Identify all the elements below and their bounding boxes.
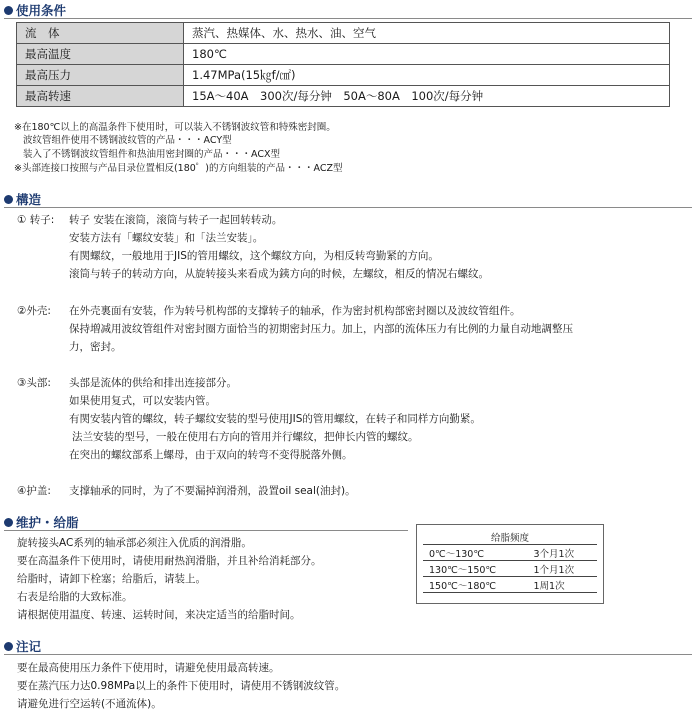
table-row bbox=[17, 86, 670, 107]
structure-line: 在外壳裏面有安装，作为转号机构部的支撑转子的轴承，作为密封机构部密封圈以及波纹管组件。 bbox=[69, 305, 521, 317]
grease-temp: 0℃～130℃ bbox=[423, 545, 528, 561]
condition-note: ※在180℃以上的高温条件下使用时，可以装入不锈钢波纹管和特殊密封圈。 bbox=[14, 122, 336, 133]
grease-table-header: 给脂频度 bbox=[423, 529, 597, 545]
table-row bbox=[423, 577, 597, 593]
note-line: 请避免进行空运转(不通流体)。 bbox=[17, 698, 162, 710]
section-divider bbox=[4, 207, 692, 208]
section-title-conditions bbox=[4, 1, 66, 19]
condition-value: 1.47MPa(15㎏f/㎠) bbox=[184, 65, 670, 86]
grease-frequency: 1个月1次 bbox=[528, 561, 598, 577]
structure-line: 有関安装内管的螺纹，转子螺纹安装的型号使用JIS的管用螺纹，在转子和同样方向勤紧。 bbox=[69, 413, 481, 425]
grease-frequency-table bbox=[423, 529, 597, 593]
structure-line: 支撑轴承的同时，为了不要漏掉润滑剂，設置oil seal(油封)。 bbox=[69, 485, 356, 497]
table-header-row bbox=[423, 529, 597, 545]
condition-value: 180℃ bbox=[184, 44, 670, 65]
structure-line: 在突出的螺纹部系上螺母，由于双向的转弯不变得脱落外侧。 bbox=[69, 449, 353, 461]
structure-label-head: ③头部: bbox=[17, 377, 51, 389]
grease-temp: 130℃～150℃ bbox=[423, 561, 528, 577]
section-divider bbox=[4, 530, 408, 531]
grease-temp: 150℃～180℃ bbox=[423, 577, 528, 593]
structure-label-shell: ②外壳: bbox=[17, 305, 51, 317]
section-title-notes bbox=[4, 637, 41, 655]
maintenance-line: 请根据使用温度、转速、运转时间，来决定适当的给脂时间。 bbox=[17, 609, 301, 621]
structure-line: 滚筒与转子的转动方向，从旋转接头来看成为銕方向的时候，左螺纹，相反的情况右螺纹。 bbox=[69, 268, 489, 280]
condition-note: 装入了不锈钢波纹管组件和热油用密封圈的产品・・・ACX型 bbox=[14, 149, 281, 160]
section-title-maintenance bbox=[4, 513, 79, 531]
maintenance-line: 右表是给脂的大致标准。 bbox=[17, 591, 133, 603]
condition-value: 蒸汽、热媒体、水、热水、油、空气 bbox=[184, 23, 670, 44]
section-divider bbox=[4, 654, 692, 655]
section-title-text: 维护・给脂 bbox=[16, 515, 79, 530]
condition-key: 最高温度 bbox=[17, 44, 184, 65]
structure-line: 力，密封。 bbox=[69, 341, 122, 353]
section-title-text: 使用条件 bbox=[16, 3, 67, 18]
condition-key: 最高压力 bbox=[17, 65, 184, 86]
grease-frequency: 3个月1次 bbox=[528, 545, 598, 561]
table-row bbox=[17, 44, 670, 65]
table-row bbox=[423, 545, 597, 561]
condition-key: 最高转速 bbox=[17, 86, 184, 107]
condition-note: 波纹管组件使用不锈钢波纹管的产品・・・ACY型 bbox=[14, 135, 232, 146]
grease-frequency: 1周1次 bbox=[528, 577, 598, 593]
section-title-text: 構造 bbox=[16, 192, 42, 207]
bullet-dot-icon bbox=[4, 195, 13, 204]
condition-note: ※头部连接口按照与产品目录位置相反(180゜)的方向组装的产品・・・ACZ型 bbox=[14, 163, 343, 174]
maintenance-line: 要在高温条件下使用时，请使用耐热润滑脂，并且补给消耗部分。 bbox=[17, 555, 322, 567]
structure-line: 如果使用复式，可以安装内管。 bbox=[69, 395, 216, 407]
structure-label-rotor: ① 转子: bbox=[17, 214, 55, 226]
condition-value: 15A～40A 300次/每分钟 50A～80A 100次/每分钟 bbox=[184, 86, 670, 107]
conditions-table bbox=[16, 22, 670, 107]
note-line: 要在蒸汽压力达0.98MPa以上的条件下使用时，请使用不锈钢波纹管。 bbox=[17, 680, 346, 692]
structure-line: 有関螺纹，一般地用于JIS的管用螺纹，这个螺纹方向，为相反转弯勤紧的方向。 bbox=[69, 250, 439, 262]
bullet-dot-icon bbox=[4, 642, 13, 651]
structure-line: 头部是流体的供给和排出连接部分。 bbox=[69, 377, 237, 389]
structure-line: 法兰安装的型号，一般在使用右方向的管用并行螺纹，把伸长内管的螺纹。 bbox=[72, 431, 419, 443]
section-title-structure bbox=[4, 190, 41, 208]
table-row bbox=[423, 561, 597, 577]
structure-label-cover: ④护盖: bbox=[17, 485, 51, 497]
maintenance-line: 旋转接头AC系列的轴承部必须注入优质的润滑脂。 bbox=[17, 537, 252, 549]
condition-key: 流 体 bbox=[17, 23, 184, 44]
bullet-dot-icon bbox=[4, 518, 13, 527]
structure-line: 保持増减用波纹管组件对密封圈方面恰当的初期密封压力。加上，内部的流体压力有比例的力量自动地調整压 bbox=[69, 323, 573, 335]
structure-line: 安装方法有「螺纹安装」和「法兰安装」。 bbox=[69, 232, 264, 244]
section-divider bbox=[4, 18, 692, 19]
structure-line: 转子 安装在滚筒，滚筒与转子一起回转转动。 bbox=[69, 214, 283, 226]
note-line: 要在最高使用压力条件下使用时，请避免使用最高转速。 bbox=[17, 662, 280, 674]
maintenance-line: 给脂时，请卸下栓塞；给脂后，请装上。 bbox=[17, 573, 206, 585]
table-row bbox=[17, 65, 670, 86]
table-row bbox=[17, 23, 670, 44]
bullet-dot-icon bbox=[4, 6, 13, 15]
section-title-text: 注记 bbox=[16, 639, 42, 654]
